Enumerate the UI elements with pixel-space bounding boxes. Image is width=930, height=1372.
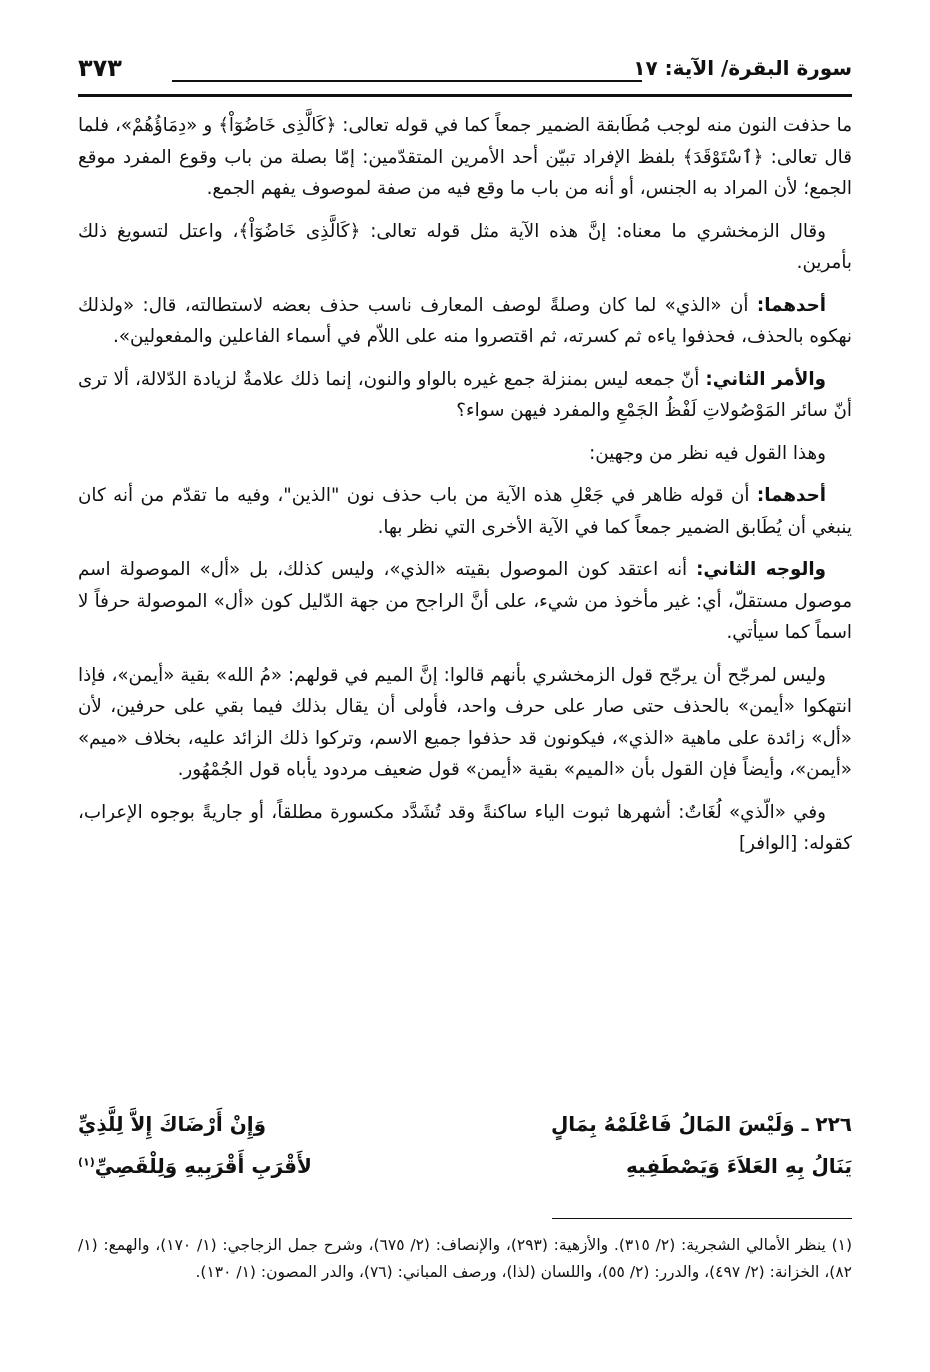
verse-1 <box>78 1112 852 1154</box>
verse-2-second-text: لأَقْرَبِ أَقْرَبِيهِ وَلِلْقَصِيِّ <box>94 1154 312 1178</box>
paragraph-4 <box>78 364 852 427</box>
footnote-marker: (١) <box>78 1155 95 1169</box>
paragraph-7 <box>78 554 852 649</box>
page-header <box>78 52 852 92</box>
footnote-rule <box>552 1218 852 1219</box>
paragraph-text: وليس لمرجّح أن يرجّح قول الزمخشري بأنهم قالوا: إنَّ الميم في قولهم: «مُ الله» بقية «أيمن»، فإذا انتهكوا «أيمن» بالحذف حتى صار على حرف واحد، فأولى أن يقال بذلك فيما بقي على حرفين، لأن «أل» زائدة على ماهية «الذي»، فيكونون قد حذفوا جميع الاسم، وتركوا ذلك الزائد عليه، بخلاف «ميم» «أيمن»، وأيضاً فإن القول بأن «الميم» بقية «أيمن» قول ضعيف مردود يأباه قول الجُمْهُور. <box>78 664 852 780</box>
paragraph-text: ما حذفت النون منه لوجب مُطَابقة الضمير جمعاً كما في قوله تعالى: ﴿كَالَّذِى خَاضُوٓاْ﴾ و «دِمَاؤُهُمْ»، فلما قال تعالى: ﴿ٱسْتَوْقَدَ﴾ بلفظ الإفراد تبيّن أحد الأمرين المتقدّمين: إمّا بصلة من باب وقوع المفرد موقع الجمع؛ لأن المراد به الجنس، أو أنه من باب ما وقع فيه من صفة لموصوف يفهم الجمع. <box>78 115 852 199</box>
paragraph-lead: أحدهما: <box>756 485 827 506</box>
paragraph-text: أن قوله ظاهر في جَعْلِ هذه الآية من باب حذف نون "الذين"، وفيه ما تقدّم من أنه كان ينبغي أن يُطَابق الضمير جمعاً كما في الآية الأخرى التي نظر بها. <box>78 485 852 538</box>
paragraph-9 <box>78 797 852 860</box>
footnote: (١) ينظر الأمالي الشجرية: (٢/ ٣١٥). والأزهية: (٢٩٣)، والإنصاف: (٢/ ٦٧٥)، وشرح جمل الزجاجي: (١/ ١٧٠)، والهمع: (١/ ٨٢)، الخزانة: (٢/ ٤٩٧)، والدرر: (٢/ ٥٥)، واللسان (لذا)، ورصف المباني: (٧٦)، والدر المصون: (١/ ١٣٠). <box>78 1236 853 1281</box>
paragraph-6 <box>78 480 852 543</box>
poem-verses <box>78 1112 852 1196</box>
paragraph-2 <box>78 216 852 279</box>
verse-1-first-hemistich: ٢٢٦ ـ وَلَيْسَ المَالُ فَاعْلَمْهُ بِمَالٍ <box>550 1112 852 1136</box>
paragraph-text: أن «الذي» لما كان وصلةً لوصف المعارف ناسب حذف بعضه لاستطالته، قال: «ولذلك نهكوه بالحذف، فحذفوا ياءه ثم كسرته، ثم اقتصروا منه على اللاّم في أسماء الفاعلين والمفعولين». <box>78 294 852 347</box>
paragraph-lead: أحدهما: <box>756 294 827 316</box>
paragraph-3 <box>78 290 852 353</box>
verse-2-first-hemistich: يَنَالُ بِهِ العَلاَءَ وَيَصْطَفِيهِ <box>626 1154 852 1178</box>
paragraph-text: أنّ جمعه ليس بمنزلة جمع غيره بالواو والنون، إنما ذلك علامةٌ لزيادة الدّلالة، ألا ترى أنّ سائر المَوْصُولاتِ لَفْظُ الجَمْعِ والمفرد فيهن سواء؟ <box>78 368 852 421</box>
paragraph-8 <box>78 660 852 786</box>
verse-1-second-hemistich: وَإِنْ أَرْضَاكَ إِلاَّ لِلَّذِيِّ <box>78 1112 267 1136</box>
paragraph-5 <box>78 438 852 470</box>
running-title: سورة البقرة/ الآية: ١٧ <box>633 56 852 80</box>
paragraph-lead: والأمر الثاني: <box>705 368 826 390</box>
verse-2-second-hemistich <box>78 1154 312 1178</box>
paragraph-text: وهذا القول فيه نظر من وجهين: <box>589 442 826 464</box>
page-number: ٣٧٣ <box>78 54 122 82</box>
main-text <box>78 110 852 871</box>
paragraph-lead: والوجه الثاني: <box>696 559 826 580</box>
header-line <box>172 80 642 82</box>
paragraph-text: وفي «الّذي» لُغَاتٌ: أشهرها ثبوت الياء ساكنةً وقد تُشَدَّد مكسورة مطلقاً، أو جاريةً بوجوه الإعراب، كقوله: [الوافر] <box>78 801 852 854</box>
paragraph-text: وقال الزمخشري ما معناه: إنَّ هذه الآية مثل قوله تعالى: ﴿كَالَّذِى خَاضُوٓاْ﴾، واعتل لتسويغ ذلك بأمرين. <box>78 220 852 273</box>
paragraph-text: أنه اعتقد كون الموصول بقيته «الذي»، وليس كذلك، بل «أل» الموصولة اسم موصول مستقلّ، أي: غير مأخوذ من شيء، على أنَّ الراجح من جهة الدّليل كون «أل» الموصولة حرفاً لا اسماً كما سيأتي. <box>78 559 852 643</box>
header-rule <box>78 94 852 97</box>
verse-2 <box>78 1154 852 1196</box>
paragraph-1 <box>78 110 852 205</box>
